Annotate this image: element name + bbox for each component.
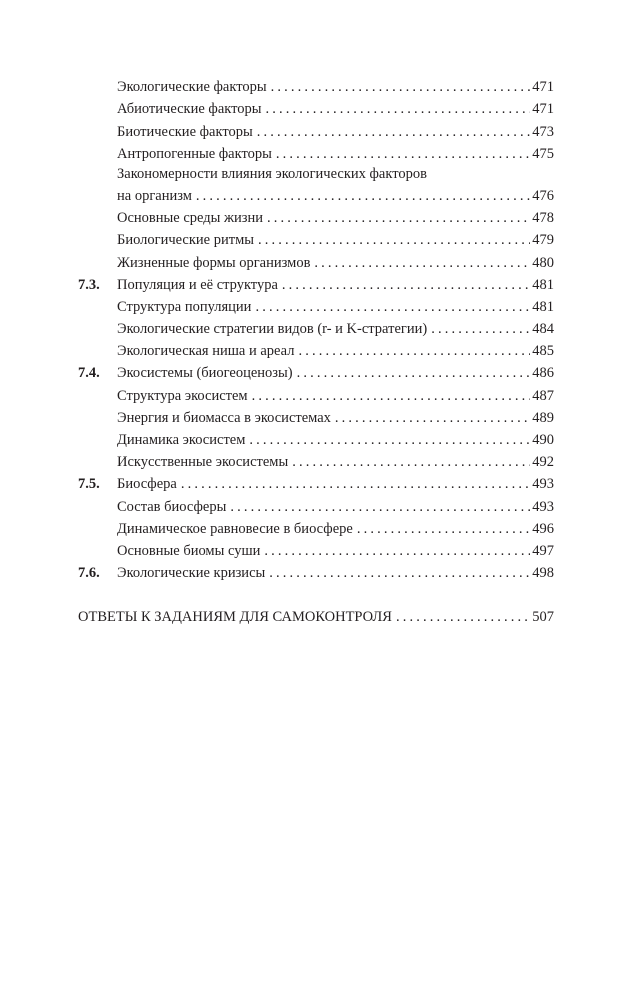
toc-entry[interactable] [78, 382, 554, 404]
toc-section-entry[interactable] [78, 471, 554, 493]
toc-entry-title: Динамика экосистем [117, 432, 246, 448]
toc-entry[interactable] [78, 294, 554, 316]
table-of-contents [78, 74, 554, 626]
toc-entry[interactable] [78, 141, 554, 163]
toc-section-entry[interactable] [78, 272, 554, 294]
toc-page-number: 486 [532, 365, 554, 382]
toc-section-number: 7.4. [78, 365, 100, 382]
toc-dot-leader [276, 146, 530, 163]
toc-page-number: 496 [532, 520, 554, 537]
toc-dot-leader [267, 210, 530, 227]
toc-dot-leader [255, 299, 530, 316]
toc-dot-leader [357, 521, 530, 538]
toc-page-number: 481 [532, 276, 554, 293]
toc-entry[interactable] [78, 118, 554, 140]
toc-entry[interactable] [78, 74, 554, 96]
toc-entry[interactable] [78, 249, 554, 271]
toc-entry-title: Антропогенные факторы [117, 145, 272, 162]
toc-page-number: 498 [532, 565, 554, 582]
toc-page-number: 471 [532, 79, 554, 96]
toc-chapter-entry[interactable] [78, 604, 554, 626]
toc-dot-leader [271, 79, 531, 96]
toc-section-entry[interactable] [78, 360, 554, 382]
toc-entry-title: Экосистемы (биогеоценозы) [117, 365, 293, 382]
toc-entry-title: Динамическое равновесие в биосфере [117, 520, 353, 537]
toc-entry-title: Жизненные формы организмов [117, 254, 311, 271]
toc-entry[interactable] [78, 96, 554, 118]
toc-dot-leader [297, 365, 531, 382]
toc-dot-leader [266, 101, 531, 118]
toc-section-number: 7.3. [78, 276, 100, 293]
toc-page-number: 481 [532, 298, 554, 315]
toc-page-number: 473 [532, 123, 554, 140]
toc-page-number: 493 [532, 476, 554, 493]
toc-dot-leader [396, 609, 530, 626]
toc-dot-leader [335, 410, 530, 427]
toc-entry-title: Структура экосистем [117, 387, 248, 404]
toc-page-number: 507 [532, 609, 554, 626]
toc-dot-leader [431, 321, 530, 338]
toc-entry-title: Основные среды жизни [117, 210, 264, 227]
toc-page-number: 479 [532, 232, 554, 249]
toc-dot-leader [181, 476, 530, 493]
toc-entry-title: Экологические факторы [117, 79, 267, 96]
toc-entry[interactable] [78, 449, 554, 471]
toc-entry-title: Абиотические факторы [117, 101, 262, 118]
toc-entry-title: Искусственные экосистемы [117, 454, 289, 471]
toc-entry-title: Биологические ритмы [117, 232, 254, 249]
toc-section-entry[interactable] [78, 560, 554, 582]
toc-page-number: 471 [532, 101, 554, 118]
toc-entry-title: Экологические стратегии видов (r- и K-стратегии) [117, 321, 428, 338]
toc-entry-title: на организм [117, 187, 192, 204]
toc-entry[interactable] [78, 538, 554, 560]
toc-dot-leader [257, 124, 531, 141]
toc-dot-leader [282, 277, 530, 294]
toc-entry[interactable] [78, 338, 554, 360]
toc-entry[interactable] [78, 183, 554, 205]
toc-dot-leader [314, 255, 530, 272]
toc-dot-leader [298, 343, 530, 360]
toc-entry[interactable] [78, 227, 554, 249]
toc-entry[interactable] [78, 493, 554, 515]
toc-entry[interactable] [78, 405, 554, 427]
toc-entry-title: Закономерности влияния экологических факторов [117, 165, 427, 182]
toc-page-number: 497 [532, 542, 554, 559]
toc-page-number: 478 [532, 210, 554, 227]
toc-entry-title: Энергия и биомасса в экосистемах [117, 409, 331, 426]
toc-dot-leader [264, 543, 530, 560]
toc-entry-title: Экологическая ниша и ареал [117, 343, 295, 360]
toc-dot-leader [249, 432, 530, 449]
toc-page-number: 476 [532, 187, 554, 204]
toc-page-number: 480 [532, 254, 554, 271]
toc-entry[interactable] [78, 316, 554, 338]
toc-dot-leader [269, 565, 530, 582]
toc-entry[interactable] [78, 427, 554, 449]
toc-entry-title: Экологические кризисы [117, 565, 266, 582]
toc-page-number: 485 [532, 343, 554, 360]
toc-page-number: 484 [532, 321, 554, 338]
toc-entry-title: Биосфера [117, 476, 177, 493]
toc-page-number: 475 [532, 145, 554, 162]
toc-entry-continued[interactable] [78, 163, 554, 183]
toc-entry-title: Основные биомы суши [117, 542, 261, 559]
toc-page-number: 493 [532, 498, 554, 515]
toc-dot-leader [230, 499, 530, 516]
toc-dot-leader [252, 388, 531, 405]
toc-section-number: 7.5. [78, 476, 100, 493]
toc-dot-leader [292, 454, 530, 471]
toc-dot-leader [258, 232, 530, 249]
toc-entry-title: Структура популяции [117, 298, 252, 315]
toc-entry-title: Состав биосферы [117, 498, 227, 515]
toc-entry-title: Биотические факторы [117, 123, 253, 140]
toc-dot-leader [196, 188, 530, 205]
toc-entry[interactable] [78, 205, 554, 227]
toc-page-number: 489 [532, 409, 554, 426]
toc-page-number: 487 [532, 387, 554, 404]
toc-entry-title: Популяция и её структура [117, 276, 278, 293]
toc-entry[interactable] [78, 516, 554, 538]
toc-section-number: 7.6. [78, 565, 100, 582]
toc-entry-title: ОТВЕТЫ К ЗАДАНИЯМ ДЛЯ САМОКОНТРОЛЯ [78, 609, 392, 626]
toc-page-number: 492 [532, 454, 554, 471]
toc-page-number: 490 [532, 432, 554, 448]
